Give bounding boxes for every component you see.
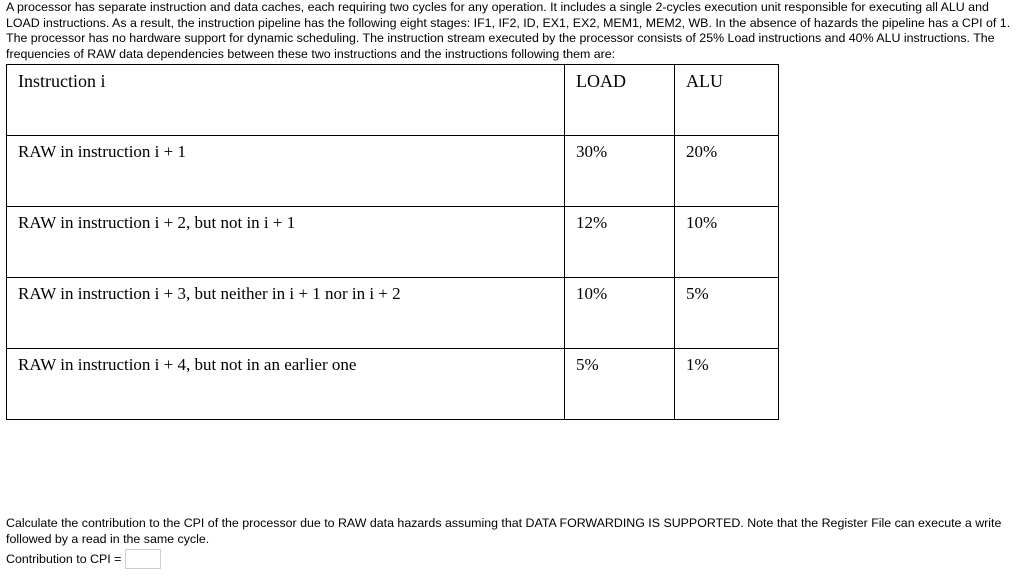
row-alu-value: 10% (675, 207, 779, 278)
row-load-value: 5% (565, 349, 675, 420)
row-label: RAW in instruction i + 2, but not in i + 1 (7, 207, 565, 278)
table-row (7, 207, 779, 278)
header-instruction: Instruction i (7, 65, 565, 136)
row-label: RAW in instruction i + 3, but neither in i + 1 nor in i + 2 (7, 278, 565, 349)
row-load-value: 12% (565, 207, 675, 278)
table-row (7, 136, 779, 207)
answer-label: Contribution to CPI = (6, 552, 122, 566)
header-alu: ALU (675, 65, 779, 136)
header-load: LOAD (565, 65, 675, 136)
cpi-answer-input[interactable] (125, 549, 161, 569)
row-label: RAW in instruction i + 1 (7, 136, 565, 207)
row-label: RAW in instruction i + 4, but not in an earlier one (7, 349, 565, 420)
table-row (7, 349, 779, 420)
row-alu-value: 5% (675, 278, 779, 349)
row-load-value: 10% (565, 278, 675, 349)
raw-dependency-table (6, 64, 779, 420)
table-header-row (7, 65, 779, 136)
row-load-value: 30% (565, 136, 675, 207)
answer-row (6, 549, 161, 569)
question-text: Calculate the contribution to the CPI of the processor due to RAW data hazards assuming that DATA FORWARDING IS SUPPORTED. Note that the Register File can execute a write followed by a read in the same cycle. (6, 516, 1002, 546)
problem-intro: A processor has separate instruction and data caches, each requiring two cycles for any operation. It includes a single 2-cycles execution unit responsible for executing all ALU and LOAD instructions. As a result, the instruction pipeline has the following eight stages: IF1, IF2, ID, EX1, EX2, MEM1, MEM2, WB. In the absence of hazards the pipeline has a CPI of 1. The processor has no hardware support for dynamic scheduling. The instruction stream executed by the processor consists of 25% Load instructions and 40% ALU instructions. The frequencies of RAW data dependencies between these two instructions and the instructions following them are: (6, 0, 1011, 61)
row-alu-value: 20% (675, 136, 779, 207)
table-row (7, 278, 779, 349)
row-alu-value: 1% (675, 349, 779, 420)
